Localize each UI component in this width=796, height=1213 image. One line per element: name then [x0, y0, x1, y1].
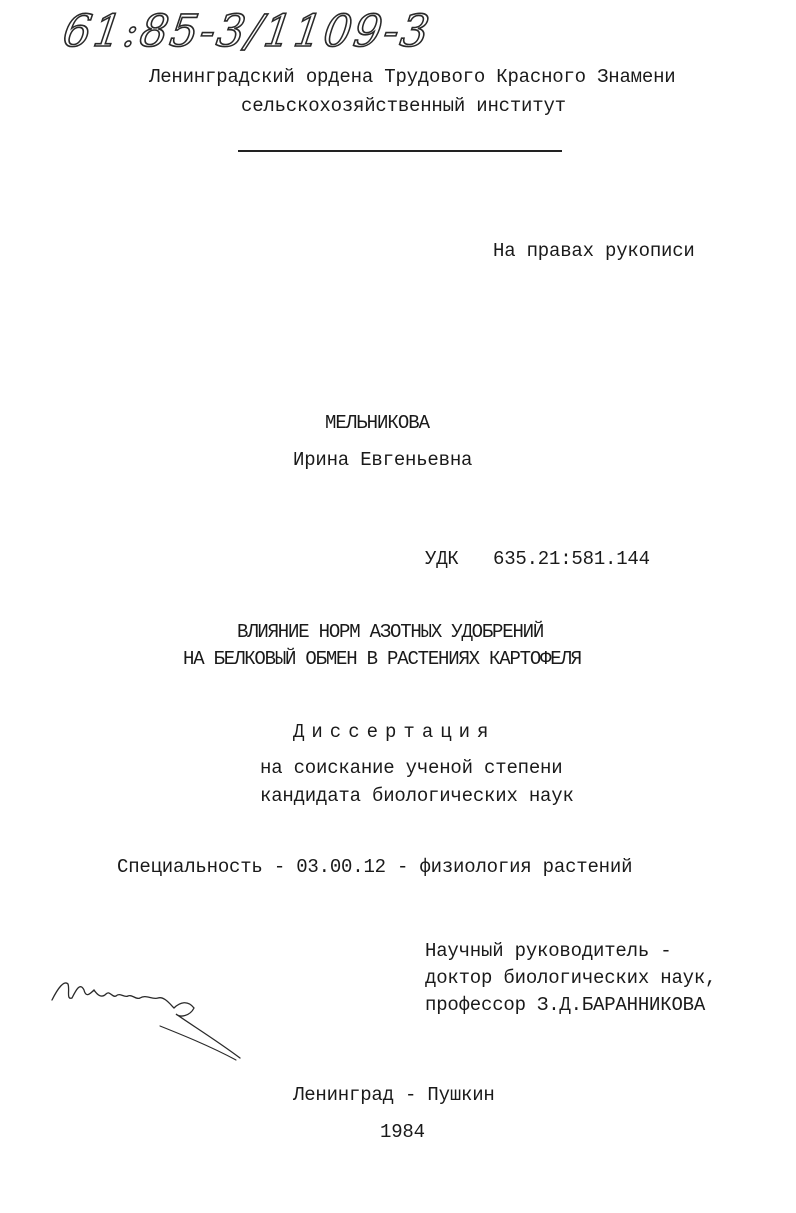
institution-line-2: сельскохозяйственный институт — [241, 95, 566, 117]
year: 1984 — [380, 1121, 425, 1143]
rights-notice: На правах рукописи — [493, 240, 695, 262]
city: Ленинград - Пушкин — [293, 1084, 495, 1106]
supervisor-line-2: доктор биологических наук, — [425, 967, 717, 989]
archive-code-handwritten — [60, 0, 460, 58]
supervisor-line-3: профессор З.Д.БАРАННИКОВА — [425, 994, 706, 1016]
work-line-1: на соискание ученой степени — [260, 757, 563, 779]
supervisor-line-1: Научный руководитель - — [425, 940, 672, 962]
udk-label: УДК — [425, 548, 459, 570]
specialty: Специальность - 03.00.12 - физиология растений — [117, 856, 633, 878]
title-line-1: ВЛИЯНИЕ НОРМ АЗОТНЫХ УДОБРЕНИЙ — [237, 621, 544, 643]
signature-underline — [160, 1026, 236, 1060]
signature-stroke — [52, 983, 240, 1058]
work-type: Диссертация — [293, 721, 496, 743]
institution-line-1: Ленинградский ордена Трудового Красного Знамени — [149, 66, 676, 88]
archive-code-text: 61:85-3/1109-3 — [60, 6, 435, 57]
udk-value: 635.21:581.144 — [493, 548, 650, 570]
author-surname: МЕЛЬНИКОВА — [325, 412, 430, 434]
author-name: Ирина Евгеньевна — [293, 449, 473, 471]
work-line-2: кандидата биологических наук — [260, 785, 574, 807]
header-divider — [238, 150, 562, 152]
title-line-2: НА БЕЛКОВЫЙ ОБМЕН В РАСТЕНИЯХ КАРТОФЕЛЯ — [183, 648, 581, 670]
signature — [40, 960, 260, 1070]
